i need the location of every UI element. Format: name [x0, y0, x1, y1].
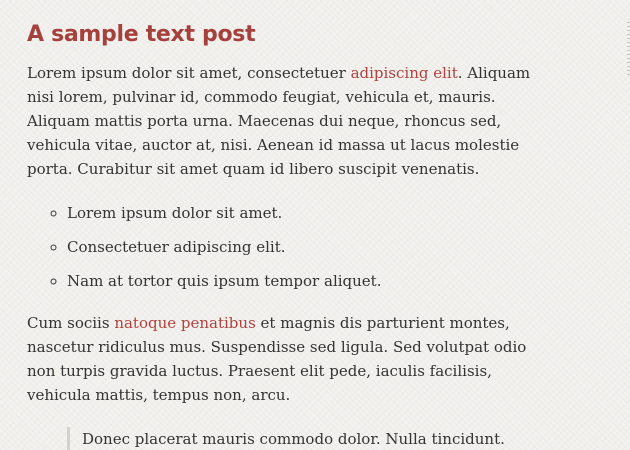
blockquote-text: Donec placerat mauris commodo dolor. Nulla tincidunt.: [82, 430, 505, 448]
text-post: [27, 18, 552, 450]
list-item: ◦ Consectetuer adipiscing elit.: [67, 235, 552, 259]
natoque-penatibus-link[interactable]: natoque penatibus: [114, 314, 256, 332]
intro-text-end: . Aliquam nisi lorem, pulvinar id, commodo feugiat, vehicula et, mauris. Aliquam mattis porta urna. Maecenas dui neque, rhoncus sed, vehicula vitae, auctor at, nisi. Aenean id massa ut lacus molestie porta. Curabitur sit amet quam id libero suscipit venenatis.: [27, 64, 531, 178]
post-title[interactable]: A sample text post: [27, 22, 256, 47]
list-item: ◦ Lorem ipsum dolor sit amet.: [67, 201, 552, 225]
blockquote: [67, 427, 552, 450]
adipiscing-elit-link[interactable]: adipiscing elit: [350, 64, 458, 82]
bullet-list: [27, 201, 552, 293]
list-item: ◦ Nam at tortor quis ipsum tempor aliquet.: [67, 269, 552, 293]
intro-text-start: Lorem ipsum dolor sit amet, consectetuer: [27, 64, 351, 82]
intro-paragraph: [27, 61, 552, 181]
second-text-end: et magnis dis parturient montes, nascetur ridiculus mus. Suspendisse sed ligula. Sed volutpat odio non turpis gravida luctus. Praesent elit pede, iaculis facilisis, vehicula mattis, tempus non, arcu.: [27, 314, 527, 404]
second-text-start: Cum sociis: [27, 314, 115, 332]
second-paragraph: [27, 311, 552, 407]
